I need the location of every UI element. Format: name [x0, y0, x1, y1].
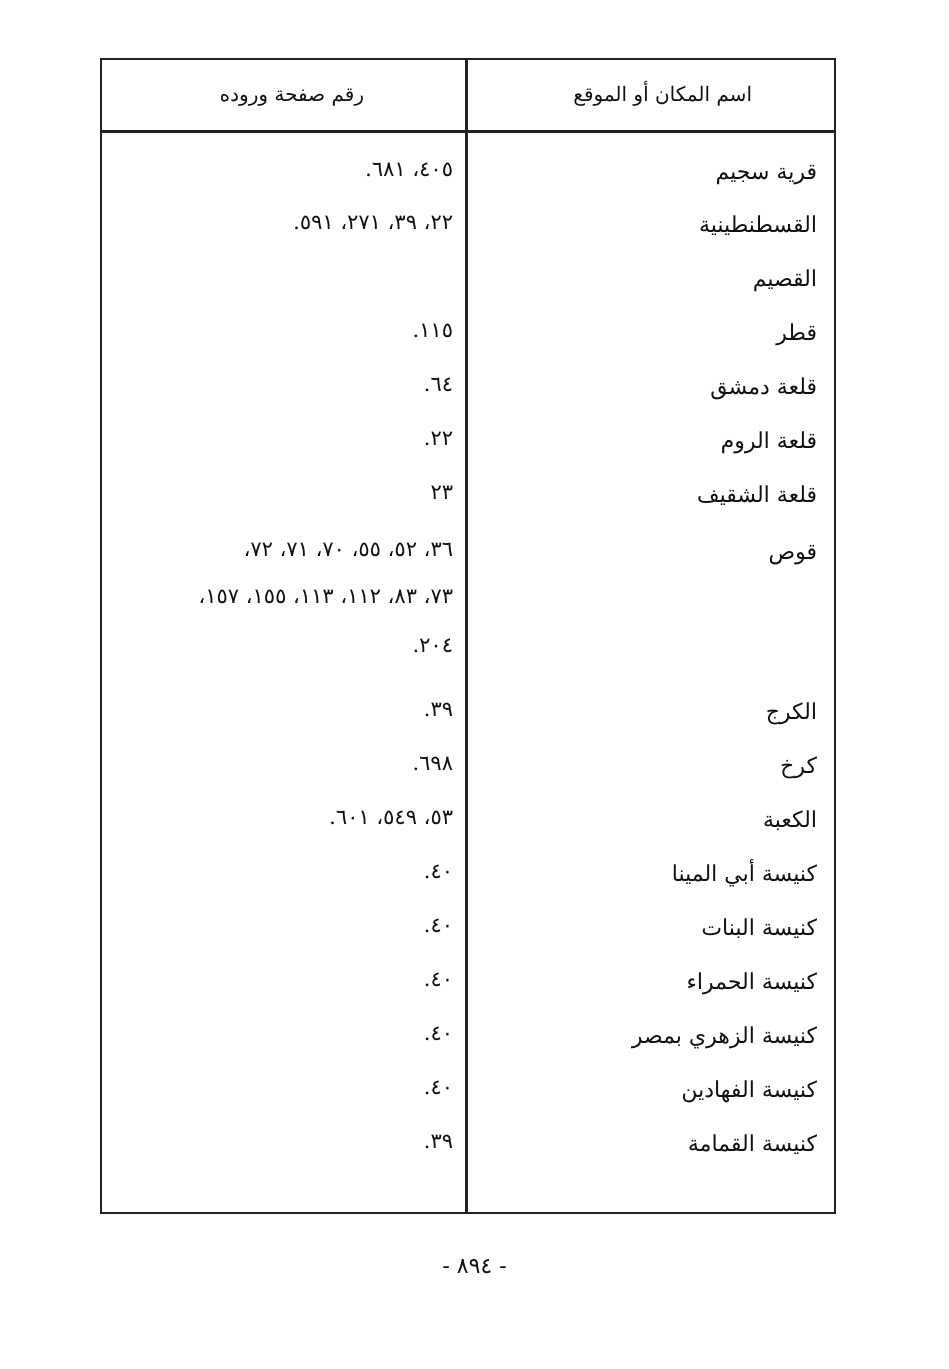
- page-references: ٤٠.: [423, 967, 453, 991]
- column-header-place: اسم المكان أو الموقع: [573, 82, 752, 106]
- place-name: كنيسة أبي المينا: [671, 862, 817, 887]
- page-references: ٤٠٥، ٦٨١.: [365, 157, 453, 181]
- place-name: قلعة الشقيف: [696, 483, 817, 508]
- place-name: قرية سجيم: [715, 160, 817, 185]
- place-name: قلعة دمشق: [710, 375, 817, 400]
- place-name: كرخ: [780, 754, 817, 779]
- page-references: ٣٩.: [423, 697, 453, 721]
- page-references: ٥٣، ٥٤٩، ٦٠١.: [329, 805, 453, 829]
- place-name: كنيسة الفهادين: [681, 1078, 817, 1103]
- place-name: كنيسة الحمراء: [686, 970, 817, 995]
- page-references: ٦٩٨.: [412, 751, 453, 775]
- page-references: ٦٤.: [423, 372, 453, 396]
- page-references: ٢٢.: [423, 426, 453, 450]
- place-name: قطر: [776, 321, 817, 346]
- page-references: ٤٠.: [423, 1021, 453, 1045]
- place-name: كنيسة البنات: [701, 916, 817, 941]
- place-name: الكعبة: [762, 808, 817, 833]
- page-references: ١١٥.: [412, 318, 453, 342]
- place-name: كنيسة الزهري بمصر: [631, 1024, 817, 1049]
- place-name: قلعة الروم: [720, 429, 817, 454]
- page-references: ٤٠.: [423, 859, 453, 883]
- page-number: - ٨٩٤ -: [442, 1254, 507, 1279]
- place-name: القسطنطينية: [698, 213, 817, 238]
- page-references: ٢٠٤.: [412, 633, 453, 657]
- page-references: ٧٣، ٨٣، ١١٢، ١١٣، ١٥٥، ١٥٧،: [198, 584, 453, 608]
- place-name: قوص: [768, 540, 817, 565]
- page-references: ٤٠.: [423, 1075, 453, 1099]
- page-references: ٣٦، ٥٢، ٥٥، ٧٠، ٧١، ٧٢،: [243, 537, 453, 561]
- page-references: ٢٣: [430, 480, 453, 504]
- page-references: ٤٠.: [423, 913, 453, 937]
- place-name: كنيسة القمامة: [687, 1132, 817, 1157]
- column-header-pages: رقم صفحة وروده: [219, 82, 364, 106]
- place-name: الكرج: [765, 700, 817, 725]
- place-name: القصيم: [752, 267, 817, 292]
- page-references: ٢٢، ٣٩، ٢٧١، ٥٩١.: [293, 210, 453, 234]
- page-references: ٣٩.: [423, 1129, 453, 1153]
